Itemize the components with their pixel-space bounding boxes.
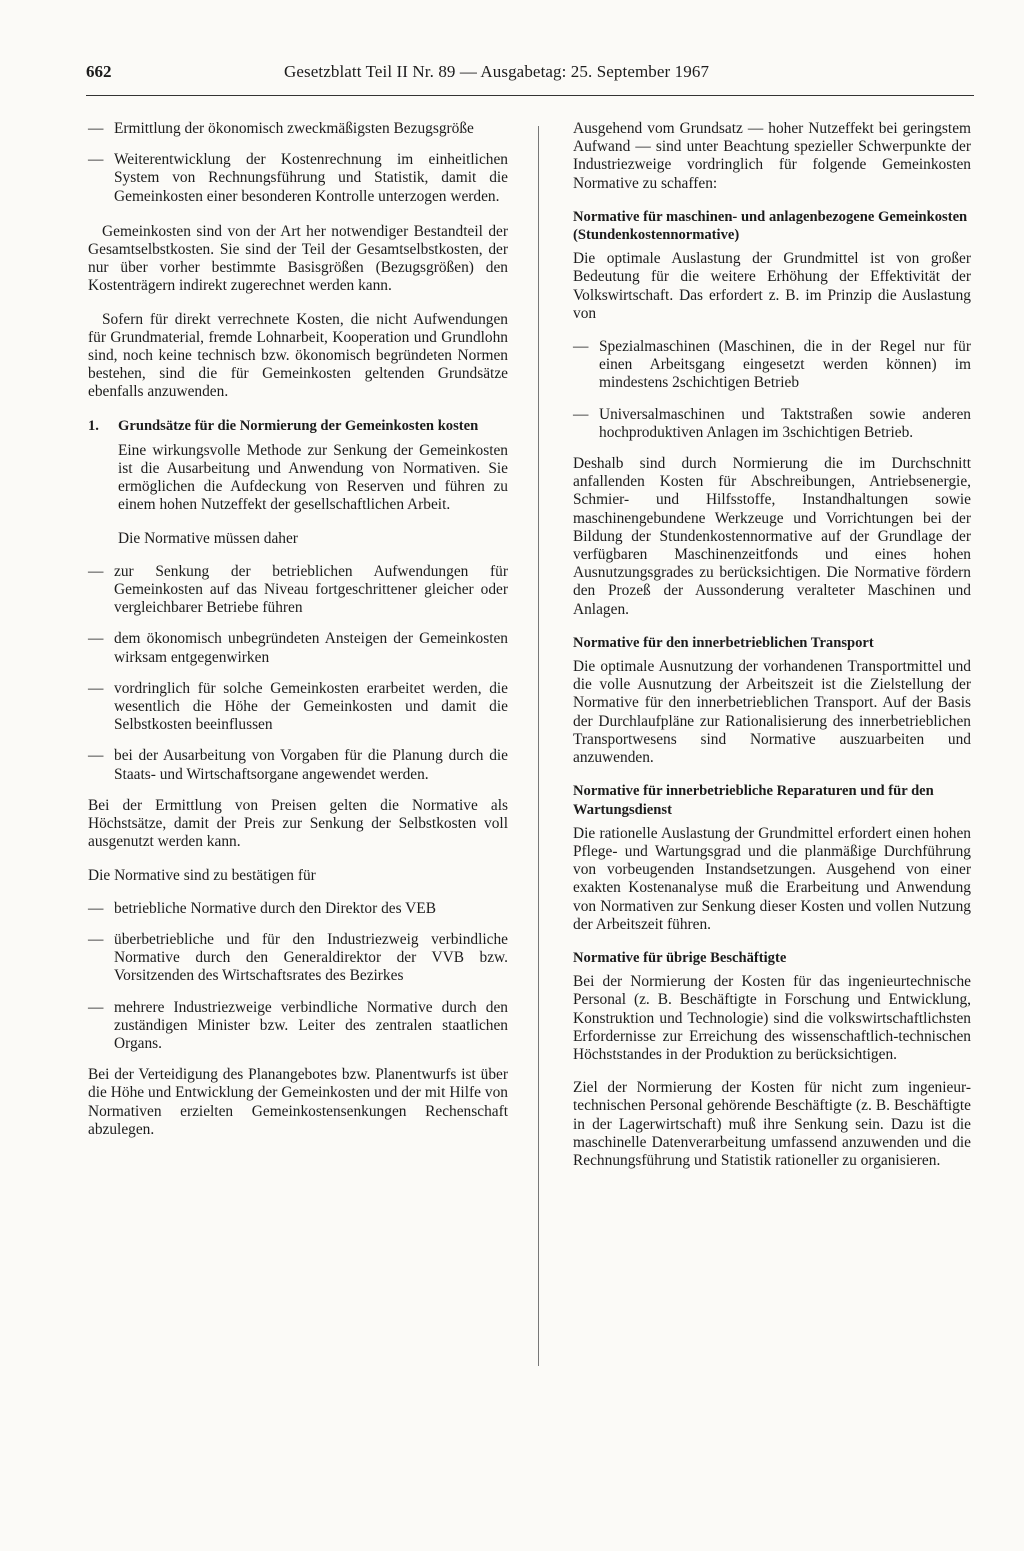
- paragraph: Eine wirkungsvolle Methode zur Senkung der Gemeinkosten ist die Ausarbeitung und Anwendung von Normativen. Sie ermöglichen die Aufdeckung von Reserven und führen zu einem hohen Nutzeffekt der gesellschaftlichen Arbeit.: [118, 441, 508, 514]
- paragraph: Die optimale Ausnutzung der vorhandenen Transportmittel und die volle Ausnutzung der Arbeitszeit ist die Zielstellung der Normative für den innerbetrieblichen Transport. Auf der Basis der Durchlaufpläne zur Rationalisierung des innerbetrieblichen Transportwesens sind Normative auszuarbeiten und anzuwenden.: [573, 658, 971, 767]
- subheading: Normative für den innerbetrieblichen Transport: [573, 634, 874, 651]
- subheading: Normative für übrige Beschäftigte: [573, 949, 787, 966]
- list-item: [88, 563, 508, 618]
- dash-marker: —: [88, 562, 104, 580]
- paragraph: Die Normative müssen daher: [118, 529, 298, 547]
- dash-marker: —: [88, 630, 104, 648]
- list-item-text: vordringlich für solche Gemeinkosten erarbeitet werden, die wesentlich die Höhe der Gemeinkosten und damit die Selbstkosten beeinflussen: [114, 679, 508, 734]
- paragraph: Die optimale Auslastung der Grundmittel ist von großer Bedeutung für die weitere Erhöhung der Effektivität der Volkswirtschaft. Das erfordert z. B. im Prinzip die Auslastung von: [573, 250, 971, 322]
- list-item: [88, 931, 508, 986]
- paragraph: Deshalb sind durch Normierung die im Durchschnitt anfallenden Kosten für Abschreibungen, Antriebsenergie, Schmier- und Hilfsstoffe, Instandhaltungen sowie maschinengebundene Werkzeuge und Vorrichtungen bei der Bildung der Stundenkostennormative auf der Grundlage der verfügbaren Maschinenzeitfonds und eines hohen Ausnutzungsgrades zu berücksichtigen. Die Normative fördern den Prozeß der Aussonderung veralteter Maschinen und Anlagen.: [573, 455, 971, 618]
- list-item-text: überbetriebliche und für den Industriezweig verbindliche Normative durch den Generaldirektor der VVB bzw. Vorsitzenden des Wirtschaftsrates des Bezirkes: [114, 930, 508, 985]
- list-item-text: zur Senkung der betrieblichen Aufwendungen für Gemeinkosten auf das Niveau fortgeschrittener gleicher oder vergleichbarer Betriebe führen: [114, 562, 508, 617]
- header-rule: [86, 95, 974, 96]
- section-number: 1.: [88, 417, 99, 434]
- dash-marker: —: [88, 747, 104, 765]
- subheading: Normative für innerbetriebliche Reparaturen und für den Wartungsdienst: [573, 783, 934, 818]
- list-item-text: Universalmaschinen und Taktstraßen sowie anderen hochproduktiven Anlagen im 3schichtigen Betrieb.: [599, 405, 971, 441]
- dash-marker: —: [573, 405, 589, 423]
- list-item-text: mehrere Industriezweige verbindliche Normative durch den zuständigen Minister bzw. Leiter des zentralen staatlichen Organs.: [114, 998, 508, 1052]
- paragraph: Bei der Ermittlung von Preisen gelten die Normative als Höchstsätze, damit der Preis zur Senkung der Selbstkosten voll ausgenutzt werden kann.: [88, 796, 508, 851]
- dash-marker: —: [88, 899, 104, 917]
- paragraph: Bei der Verteidigung des Planangebotes bzw. Planentwurfs ist über die Höhe und Entwicklung der Gemeinkosten und der mit Hilfe von Normativen erzielten Gemeinkostensenkungen Rechenschaft abzulegen.: [88, 1066, 508, 1138]
- paragraph: Die Normative sind zu bestätigen für: [88, 866, 316, 884]
- list-item-text: betriebliche Normative durch den Direktor des VEB: [114, 899, 436, 917]
- dash-marker: —: [88, 930, 104, 948]
- paragraph: Sofern für direkt verrechnete Kosten, die nicht Aufwendungen für Grundmaterial, fremde Lohnarbeit, Kooperation und Grundlohn sind, noch keine technisch bzw. ökonomisch begründeten Normen bestehen, sind die für Gemeinkosten geltenden Grundsätze ebenfalls anzuwenden.: [88, 310, 508, 401]
- section-title: Grundsätze für die Normierung der Gemeinkosten kosten: [118, 417, 479, 434]
- page-number: 662: [86, 62, 112, 81]
- list-item-text: Weiterentwicklung der Kostenrechnung im einheitlichen System von Rechnungsführung und Statistik, damit die Gemeinkosten einer besonderen Kontrolle unterzogen werden.: [114, 151, 508, 205]
- list-item: [573, 338, 971, 393]
- column-divider: [538, 126, 539, 1366]
- list-item-text: Spezialmaschinen (Maschinen, die in der Regel nur für einen Arbeitsgang eingesetzt werden können) im mindestens 2schichtigen Betrieb: [599, 338, 971, 392]
- list-item: [88, 900, 508, 918]
- list-item-text: dem ökonomisch unbegründeten Ansteigen der Gemeinkosten wirksam entgegenwirken: [114, 630, 508, 666]
- list-item: [88, 680, 508, 735]
- dash-marker: —: [88, 679, 104, 697]
- dash-marker: —: [88, 998, 104, 1016]
- paragraph: Ziel der Normierung der Kosten für nicht zum ingenieur-technischen Personal gehörende Beschäftigte (z. B. Beschäftigte in der Lagerwirtschaft) muß ihre Senkung sein. Dazu ist die maschinelle Datenverarbeitung umfassend anzuwenden und die Rechnungsführung und Statistik rationeller zu organisieren.: [573, 1079, 971, 1169]
- list-item-text: Ermittlung der ökonomisch zweckmäßigsten Bezugsgröße: [114, 120, 474, 137]
- paragraph: Gemeinkosten sind von der Art her notwendiger Bestandteil der Gesamtselbstkosten. Sie sind der Teil der Gesamtselbstkosten, der nur über vorher bestimmte Basisgrößen (Bezugsgrößen) den Kostenträgern indirekt zugerechnet werden kann.: [88, 222, 508, 295]
- list-item: [88, 630, 508, 666]
- header-title: Gesetzblatt Teil II Nr. 89 — Ausgabetag: 25. September 1967: [284, 62, 710, 81]
- list-item: [88, 747, 508, 783]
- left-column: [88, 120, 508, 1154]
- list-item: [573, 406, 971, 442]
- list-item: [88, 999, 508, 1054]
- section-body: [88, 797, 508, 885]
- dash-marker: —: [573, 338, 589, 356]
- section-body: [88, 1066, 508, 1139]
- page-header: [86, 60, 974, 90]
- paragraph: Die rationelle Auslastung der Grundmittel erfordert einen hohen Pflege- und Wartungsgrad und die planmäßige Durchführung von vorbeugenden Instandsetzungen. Ausgehend von einer exakten Kostenanalyse muß die Erarbeitung und Anwendung von Normativen zur Senkung dieser Kosten und vollen Nutzung der Arbeitszeit führen.: [573, 824, 971, 933]
- list-item: [88, 120, 508, 138]
- list-item-text: bei der Ausarbeitung von Vorgaben für die Planung durch die Staats- und Wirtschaftsorgane angewendet werden.: [114, 747, 508, 783]
- dash-marker: —: [88, 120, 104, 137]
- paragraph: Bei der Normierung der Kosten für das ingenieurtechnische Personal (z. B. Beschäftigte in Forschung und Entwicklung, Konstruktion und Technologie) sind die volkswirtschaftlichsten Erfordernisse zur Erreichung des wissenschaftlich-technischen Höchststandes in der Produktion zu berücksichtigen.: [573, 973, 971, 1063]
- paragraph: Ausgehend vom Grundsatz — hoher Nutzeffekt bei geringstem Aufwand — sind unter Beachtung spezieller Schwerpunkte der Industriezweige vordringlich für folgende Gemeinkosten Normative zu schaffen:: [573, 120, 971, 192]
- dash-marker: —: [88, 151, 104, 169]
- list-item: [88, 151, 508, 206]
- subheading: Normative für maschinen- und anlagenbezogene Gemeinkosten (Stundenkostennormative): [573, 208, 968, 244]
- section-body: [88, 442, 508, 548]
- section-heading: [88, 417, 508, 435]
- right-column: [573, 120, 971, 1185]
